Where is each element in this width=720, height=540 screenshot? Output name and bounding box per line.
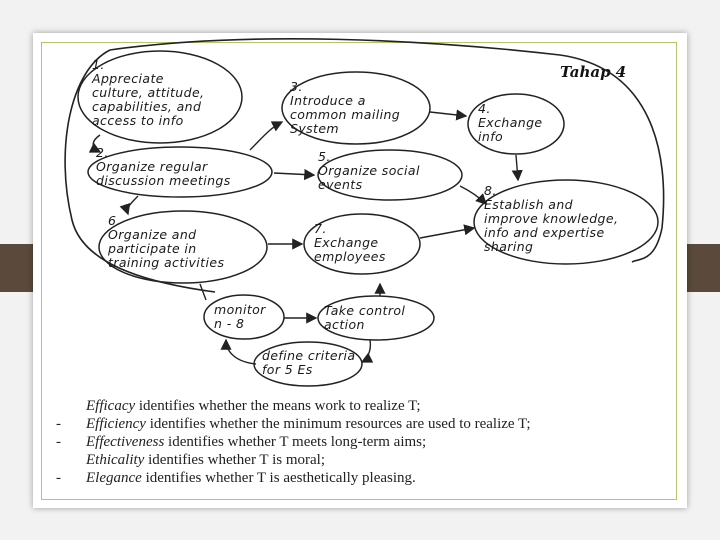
arrow-7-to-8 [420, 228, 474, 238]
node-3-label: 3. Introduce a common mailing System [290, 79, 401, 136]
criteria-row-elegance: - Elegance identifies whether T is aesthetically pleasing. [56, 470, 416, 486]
criteria-description: identifies whether T meets long-term aims; [164, 434, 427, 450]
arrow-4-to-8 [516, 155, 518, 180]
node-5-label: 5. Organize social events [318, 149, 420, 192]
arrow-2-to-5 [274, 173, 314, 175]
criteria-term: Efficacy [86, 398, 136, 414]
criteria-term: Ethicality [86, 452, 145, 468]
criteria-row-effectiveness: - Effectiveness identifies whether T meets long-term aims; [56, 434, 427, 450]
node-7-label: 7. Exchange employees [314, 221, 386, 264]
arrow-3-to-4 [430, 112, 466, 116]
criteria-row-efficacy [52, 398, 672, 417]
criteria-description: identifies whether T is aesthetically pleasing. [141, 470, 416, 486]
criteria-description: identifies whether the means work to realize T; [135, 398, 421, 414]
arrow-6-to-monitor [200, 284, 206, 300]
node-8-label: 8. Establish and improve knowledge, info and expertise sharing [484, 183, 619, 254]
monitor-label: monitor n - 8 [214, 302, 266, 331]
slide-title: Tahap 4 [560, 63, 627, 81]
arrow-5-to-8 [460, 186, 486, 204]
criteria-term: Efficiency [86, 416, 146, 432]
criteria-term: Effectiveness [86, 434, 165, 450]
node-4-label: 4. Exchange info [478, 101, 543, 144]
criteria-description: identifies whether T is moral; [144, 452, 325, 468]
arrow-2-to-6 [127, 196, 138, 214]
node-1-label: 1. Appreciate culture, attitude, capabilities, and access to info [92, 57, 205, 128]
criteria-description: identifies whether the minimum resources are used to realize T; [145, 416, 531, 432]
control-label: Take control action [324, 303, 406, 332]
criteria-row-ethicality [52, 452, 672, 471]
criteria-label: define criteria for 5 Es [262, 348, 356, 377]
arrow-control-to-criteria [362, 340, 370, 362]
arrow-criteria-to-monitor [226, 340, 256, 364]
node-6-label: 6. Organize and participate in training activities [108, 213, 225, 270]
criteria-term: Elegance [86, 470, 142, 486]
node-2-label: 2. Organize regular discussion meetings [96, 145, 231, 188]
criteria-row-efficiency: - Efficiency identifies whether the minimum resources are used to realize T; [56, 416, 531, 432]
criteria-list [52, 392, 670, 490]
arrow-2-to-3 [250, 122, 282, 150]
